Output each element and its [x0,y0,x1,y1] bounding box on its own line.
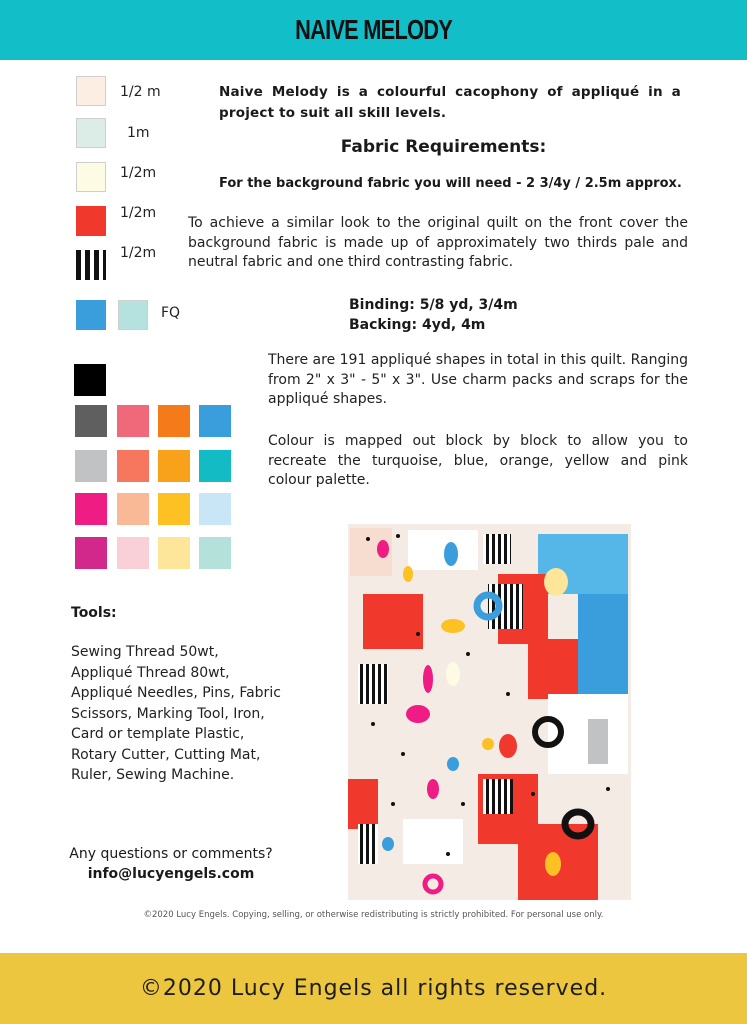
backing-text: Backing: 4yd, 4m [349,317,486,333]
palette-swatch [75,537,107,569]
palette-swatch [158,537,190,569]
footer-bar [0,953,747,1024]
colour-mapping-text: Colour is mapped out block by block to allow you to recreate the turquoise, blue, orange, yellow and pink colour palette. [268,433,688,488]
palette-swatch [199,450,231,482]
palette-swatch [199,405,231,437]
palette-swatch [158,450,190,482]
small-copyright-notice: ©2020 Lucy Engels. Copying, selling, or otherwise redistributing is strictly prohibited. For personal use only. [143,910,604,920]
palette-swatch [199,537,231,569]
fabric-amount-1: 1/2 m [120,84,161,100]
fabric-swatch-1 [76,76,106,106]
fq-label: FQ [161,305,181,321]
fabric-amount-3: 1/2m [120,165,157,181]
fabric-swatch-3 [76,162,106,192]
fabric-amount-4: 1/2m [120,205,157,221]
contact-block [60,844,282,884]
fabric-requirements-heading: Fabric Requirements: [340,137,547,157]
contact-question: Any questions or comments? [69,846,273,862]
palette-swatch [75,493,107,525]
fabric-amount-5: 1/2m [120,245,157,261]
tools-heading: Tools: [71,605,117,621]
palette-swatch [117,493,149,525]
palette-swatch [75,405,107,437]
header-bar [0,0,747,60]
palette-swatch [117,450,149,482]
footer-copyright: ©2020 Lucy Engels all rights reserved. [139,976,608,1001]
tools-list: Sewing Thread 50wt, Appliqué Thread 80wt, Appliqué Needles, Pins, Fabric Scissors, Marking Tool, Iron, Card or template Plastic, Rotary Cutter, Cutting Mat, Ruler, Sewing Machine. [71,644,281,783]
palette-black [74,364,106,396]
palette-swatch [117,537,149,569]
fabric-swatch-5-striped [76,250,106,280]
fq-swatch-aqua [118,300,148,330]
binding-text: Binding: 5/8 yd, 3/4m [349,297,518,313]
shapes-text: There are 191 appliqué shapes in total in this quilt. Ranging from 2" x 3" - 5" x 3". Use charm packs and scraps for the appliqué shapes. [268,352,688,407]
quilt-photo [348,524,631,900]
palette-swatch [75,450,107,482]
palette-swatch [158,405,190,437]
achieve-look-text: To achieve a similar look to the original quilt on the front cover the background fabric is made up of approximately two thirds pale and neutral fabric and one third contrasting fabric. [188,215,688,270]
palette-swatch [199,493,231,525]
fabric-amount-2: 1m [127,125,150,141]
intro-text: Naive Melody is a colourful cacophony of appliqué in a project to suit all skill levels. [219,84,681,121]
binding-backing [349,295,518,335]
background-fabric-note: For the background fabric you will need - 2 3/4y / 2.5m approx. [219,176,682,191]
page-title: NAIVE MELODY [295,14,452,45]
fabric-swatch-4 [76,206,106,236]
fq-swatch-blue [76,300,106,330]
contact-email-link[interactable]: info@lucyengels.com [87,866,255,882]
palette-swatch [117,405,149,437]
palette-swatch [158,493,190,525]
